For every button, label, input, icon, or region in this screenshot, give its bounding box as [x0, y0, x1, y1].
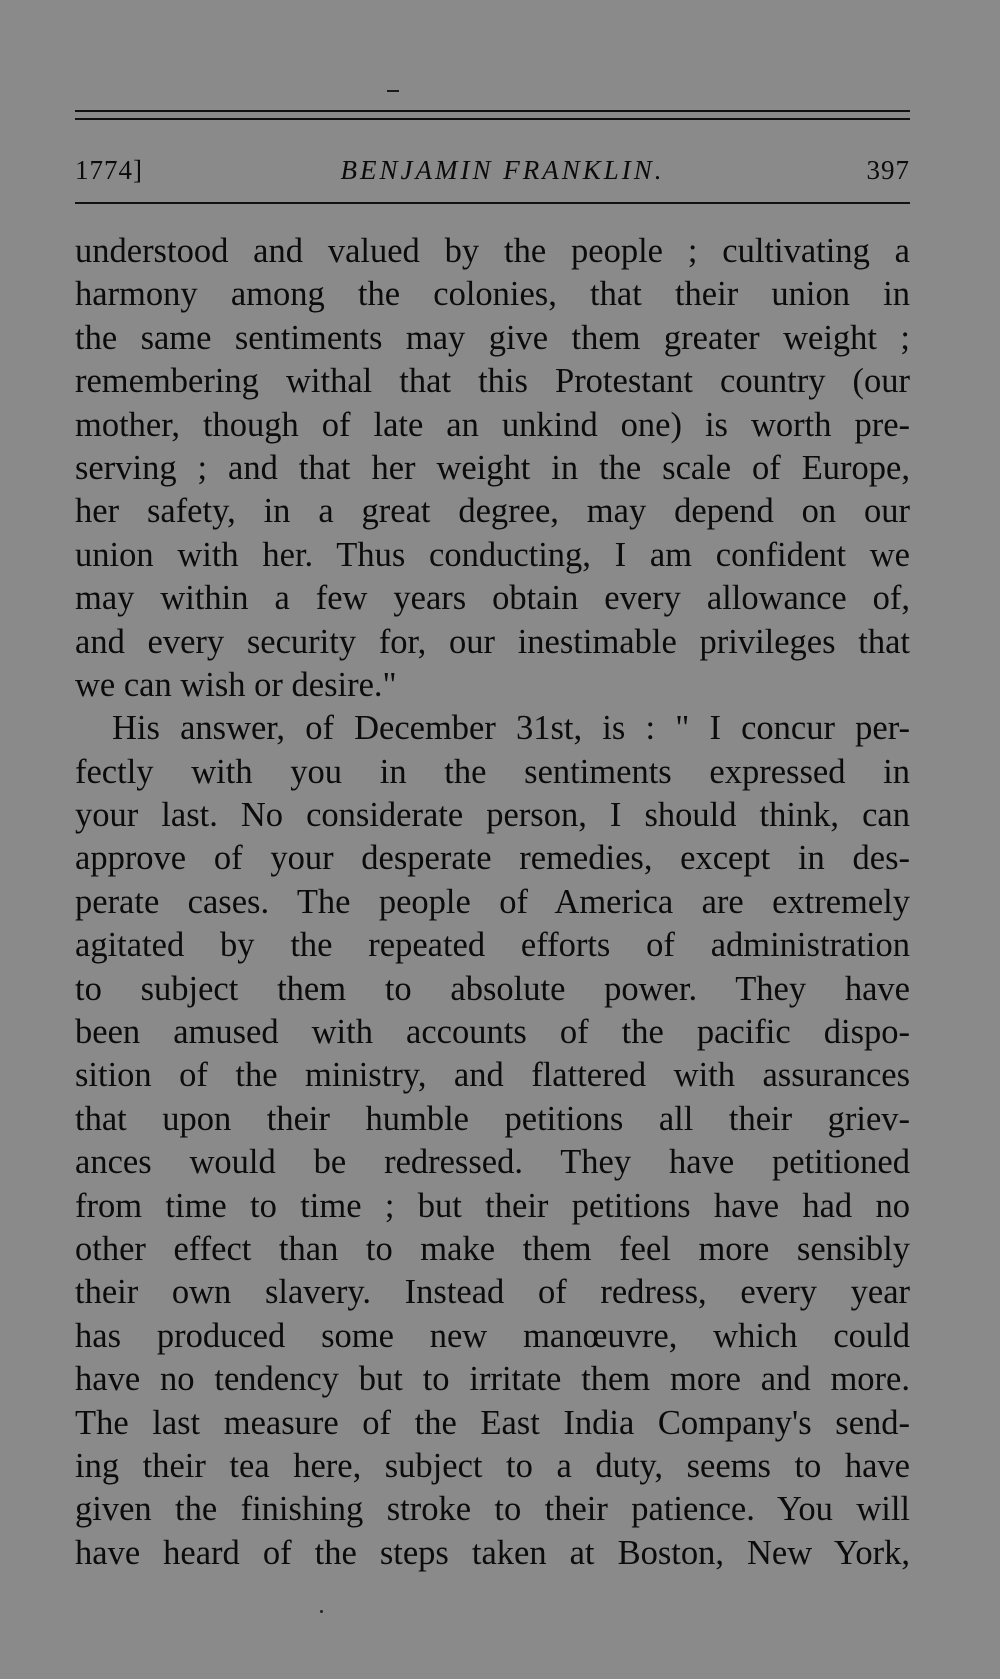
- paragraph: [75, 707, 910, 1575]
- page-number: 397: [866, 155, 910, 185]
- text-line: from time to time ; but their petitions have had no: [75, 1186, 910, 1225]
- bottom-mark: [320, 1610, 323, 1613]
- text-line: ances would be redressed. They have petitioned: [75, 1143, 910, 1182]
- text-line: sition of the ministry, and flattered with assurances: [75, 1056, 910, 1095]
- text-line: may within a few years obtain every allowance of,: [75, 579, 910, 618]
- text-line: given the finishing stroke to their patience. You will: [75, 1490, 910, 1529]
- text-line: and every security for, our inestimable privileges that: [75, 622, 910, 661]
- text-line: mother, though of late an unkind one) is worth pre-: [75, 405, 910, 444]
- text-line: their own slavery. Instead of redress, every year: [75, 1273, 910, 1312]
- text-line: her safety, in a great degree, may depend on our: [75, 492, 910, 531]
- running-header: [75, 150, 910, 190]
- body-text: [75, 230, 910, 1575]
- top-mark: [387, 90, 399, 92]
- text-line: understood and valued by the people ; cultivating a: [75, 232, 910, 270]
- text-line: your last. No considerate person, I should think, can: [75, 796, 910, 835]
- text-line: serving ; and that her weight in the scale of Europe,: [75, 448, 910, 487]
- text-line: has produced some new manœuvre, which could: [75, 1316, 910, 1355]
- text-line: have no tendency but to irritate them more and more.: [75, 1360, 910, 1399]
- header-rule-bottom: [75, 202, 910, 204]
- text-line: perate cases. The people of America are extremely: [75, 882, 910, 921]
- text-line: to subject them to absolute power. They have: [75, 969, 910, 1008]
- header-rule-top: [75, 110, 910, 112]
- text-line: agitated by the repeated efforts of administration: [75, 926, 910, 965]
- text-line: union with her. Thus conducting, I am confident we: [75, 535, 910, 574]
- text-line: have heard of the steps taken at Boston, New York,: [75, 1533, 910, 1572]
- text-line: fectly with you in the sentiments expressed in: [75, 752, 910, 791]
- header-rule-second: [75, 118, 910, 120]
- text-line: the same sentiments may give them greater weight ;: [75, 318, 910, 357]
- paragraph: [75, 230, 910, 707]
- text-line: approve of your desperate remedies, except in des-: [75, 839, 910, 878]
- running-title: BENJAMIN FRANKLIN.: [340, 155, 665, 185]
- text-line: remembering withal that this Protestant country (our: [75, 362, 910, 401]
- text-line: ing their tea here, subject to a duty, seems to have: [75, 1446, 910, 1485]
- header-year: 1774]: [75, 155, 143, 185]
- text-line: that upon their humble petitions all their griev-: [75, 1099, 910, 1138]
- text-line: other effect than to make them feel more sensibly: [75, 1229, 910, 1268]
- text-line: The last measure of the East India Company's send-: [75, 1403, 910, 1442]
- text-line: been amused with accounts of the pacific dispo-: [75, 1013, 910, 1052]
- text-line: harmony among the colonies, that their union in: [75, 275, 910, 314]
- text-line: His answer, of December 31st, is : " I concur per-: [112, 709, 910, 748]
- text-line: we can wish or desire.": [75, 665, 397, 704]
